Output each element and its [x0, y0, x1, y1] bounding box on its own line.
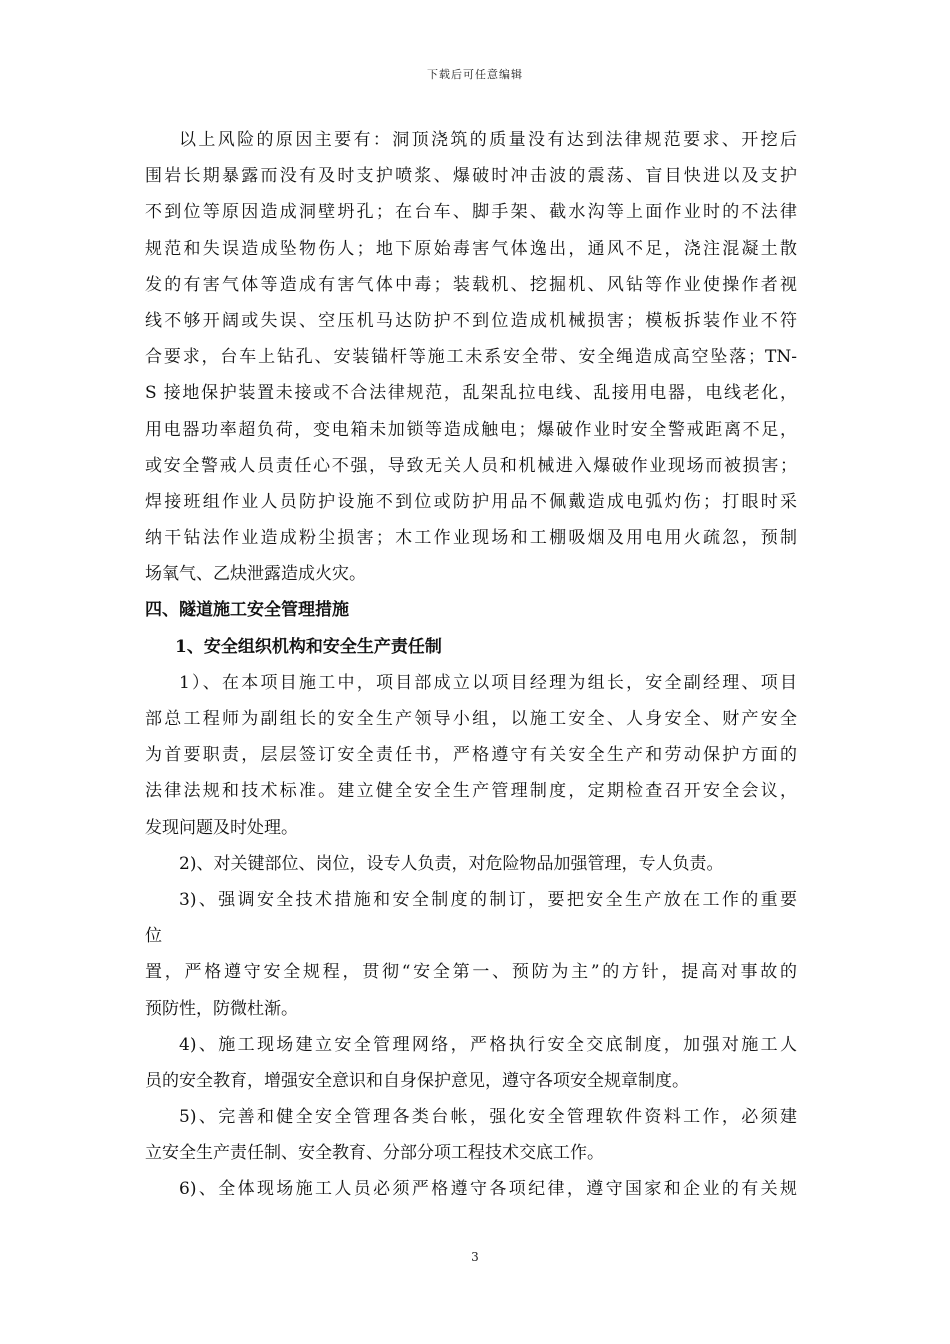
document-body [145, 122, 797, 1208]
page-number: 3 [471, 1250, 479, 1264]
paragraph-line: 置，严格遵守安全规程，贯彻“安全第一、预防为主”的方针，提高对事故的 [145, 962, 797, 983]
paragraph-line: 为首要职责，层层签订安全责任书，严格遵守有关安全生产和劳动保护方面的 [145, 745, 797, 766]
paragraph-line: 立安全生产责任制、安全教育、分部分项工程技术交底工作。 [145, 1143, 604, 1164]
paragraph-line: 5)、完善和健全安全管理各类台帐，强化安全管理软件资料工作，必须建 [179, 1107, 797, 1128]
paragraph-line: 围岩长期暴露而没有及时支护喷浆、爆破时冲击波的震荡、盲目快进以及支护 [145, 166, 797, 187]
paragraph-line: 员的安全教育，增强安全意识和自身保护意见，遵守各项安全规章制度。 [145, 1070, 689, 1091]
paragraph-line: 2)、对关键部位、岗位，设专人负责，对危险物品加强管理，专人负责。 [179, 853, 724, 874]
subsection-heading: 1、安全组织机构和安全生产责任制 [175, 636, 442, 657]
paragraph-line: 部总工程师为副组长的安全生产领导小组，以施工安全、人身安全、财产安全 [145, 709, 797, 729]
paragraph-line: 法律法规和技术标准。建立健全安全生产管理制度，定期检查召开安全会议， [145, 781, 797, 802]
paragraph-line: 1）、在本项目施工中，项目部成立以项目经理为组长，安全副经理、项目 [179, 672, 797, 693]
paragraph-line: 纳干钻法作业造成粉尘损害；木工作业现场和工棚吸烟及用电用火疏忽，预制 [145, 528, 797, 549]
section-heading: 四、隧道施工安全管理措施 [145, 600, 349, 621]
paragraph-line: 位 [145, 926, 162, 947]
paragraph-line: 3)、强调安全技术措施和安全制度的制订，要把安全生产放在工作的重要 [179, 889, 797, 910]
paragraph-line: 发的有害气体等造成有害气体中毒；装载机、挖掘机、风钻等作业使操作者视 [145, 274, 797, 295]
paragraph-line: 合要求，台车上钻孔、安装锚杆等施工未系安全带、安全绳造成高空坠落；TN- [145, 347, 797, 368]
paragraph-line: S 接地保护装置未接或不合法律规范，乱架乱拉电线、乱接用电器，电线老化， [145, 383, 797, 404]
paragraph-line: 焊接班组作业人员防护设施不到位或防护用品不佩戴造成电弧灼伤；打眼时采 [145, 491, 797, 512]
paragraph-line: 发现问题及时处理。 [145, 817, 298, 838]
paragraph-line: 或安全警戒人员责任心不强，导致无关人员和机械进入爆破作业现场而被损害； [145, 455, 797, 476]
paragraph-line: 场氧气、乙炔泄露造成火灾。 [145, 564, 366, 585]
paragraph-line: 6)、全体现场施工人员必须严格遵守各项纪律，遵守国家和企业的有关规 [179, 1179, 797, 1200]
paragraph-line: 用电器功率超负荷，变电箱未加锁等造成触电；爆破作业时安全警戒距离不足， [145, 419, 797, 440]
paragraph-line: 规范和失误造成坠物伤人；地下原始毒害气体逸出，通风不足，浇注混凝土散 [145, 238, 797, 259]
paragraph-line: 以上风险的原因主要有：洞顶浇筑的质量没有达到法律规范要求、开挖后 [179, 130, 797, 150]
page-header: 下载后可任意编辑 [427, 68, 523, 81]
paragraph-line: 线不够开阔或失误、空压机马达防护不到位造成机械损害；模板拆装作业不符 [145, 310, 797, 331]
paragraph-line: 不到位等原因造成洞壁坍孔；在台车、脚手架、截水沟等上面作业时的不法律 [145, 202, 797, 223]
paragraph-line: 4)、施工现场建立安全管理网络，严格执行安全交底制度，加强对施工人 [179, 1034, 797, 1055]
paragraph-line: 预防性，防微杜渐。 [145, 998, 298, 1019]
